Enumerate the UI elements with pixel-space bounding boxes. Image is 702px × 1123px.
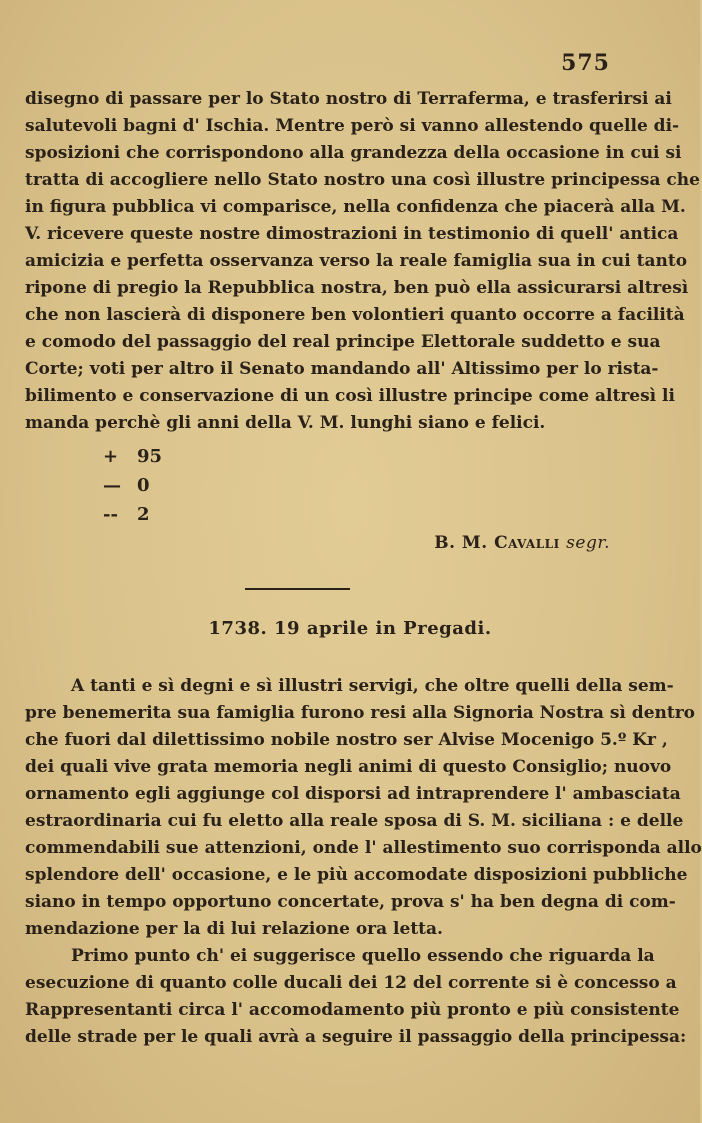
text-line: che non lascierà di disponere ben volontieri quanto occorre a facilità — [25, 305, 685, 325]
text-line: Rappresentanti circa l' accomodamento più pronto e più consistente — [25, 1000, 680, 1020]
signature-title: segr. — [566, 533, 610, 553]
text-line: disegno di passare per lo Stato nostro di Terraferma, e trasferirsi ai — [25, 89, 672, 109]
text-line: amicizia e perfetta osservanza verso la reale famiglia sua in cui tanto — [25, 251, 688, 271]
text-line: siano in tempo opportuno concertate, prova s' ha ben degna di com- — [25, 892, 676, 912]
vote-row-in-favor — [103, 442, 162, 471]
section-divider — [245, 588, 350, 590]
text-line: Corte; voti per altro il Senato mandando all' Altissimo per lo rista- — [25, 359, 659, 379]
text-line: in figura pubblica vi comparisce, nella confidenza che piacerà alla M. — [25, 197, 686, 217]
text-line: Primo punto ch' ei suggerisce quello essendo che riguarda la — [71, 946, 655, 966]
signature — [434, 533, 610, 553]
text-line: pre benemerita sua famiglia furono resi alla Signoria Nostra sì dentro — [25, 703, 696, 723]
text-line: splendore dell' occasione, e le più accomodate disposizioni pubbliche — [25, 865, 688, 885]
text-line: manda perchè gli anni della V. M. lunghi siano e felici. — [25, 413, 546, 433]
text-line: commendabili sue attenzioni, onde l' allestimento suo corrisponda allo — [25, 838, 702, 858]
text-line: tratta di accogliere nello Stato nostro una così illustre principessa che — [25, 170, 700, 190]
text-line: esecuzione di quanto colle ducali dei 12 del corrente si è concesso a — [25, 973, 677, 993]
text-line: A tanti e sì degni e sì illustri servigi, che oltre quelli della sem- — [71, 676, 674, 696]
signature-initials: B. M. — [434, 533, 488, 553]
paragraph-decree — [25, 673, 702, 1051]
vote-sign: -- — [103, 504, 118, 525]
text-line: mendazione per la di lui relazione ora letta. — [25, 919, 443, 939]
text-line: ripone di pregio la Repubblica nostra, ben può ella assicurarsi altresì — [25, 278, 689, 298]
text-line: bilimento e conservazione di un così illustre principe come altresì li — [25, 386, 675, 406]
signature-surname: Cavalli — [494, 533, 560, 553]
section-heading: 1738. 19 aprile in Pregadi. — [208, 618, 492, 639]
vote-row-abstain — [103, 500, 162, 529]
page-number: 575 — [561, 50, 610, 76]
paragraph-letter-closing — [25, 86, 700, 437]
text-line: sposizioni che corrispondono alla grandezza della occasione in cui si — [25, 143, 682, 163]
vote-tally — [103, 442, 162, 529]
text-line: salutevoli bagni d' Ischia. Mentre però si vanno allestendo quelle di- — [25, 116, 680, 136]
text-line: delle strade per le quali avrà a seguire il passaggio della principessa: — [25, 1027, 687, 1047]
vote-sign: + — [103, 446, 119, 467]
text-line: ornamento egli aggiunge col disporsi ad intraprendere l' ambasciata — [25, 784, 681, 804]
vote-row-against — [103, 471, 162, 500]
text-line: e comodo del passaggio del real principe Elettorale suddetto e sua — [25, 332, 661, 352]
vote-count: 95 — [137, 446, 163, 467]
vote-count: 0 — [137, 475, 150, 496]
text-line: dei quali vive grata memoria negli animi di questo Consiglio; nuovo — [25, 757, 672, 777]
text-line: estraordinaria cui fu eletto alla reale sposa di S. M. siciliana : e delle — [25, 811, 684, 831]
vote-sign: — — [103, 475, 121, 496]
text-line: che fuori dal dilettissimo nobile nostro ser Alvise Mocenigo 5.º Kr , — [25, 730, 668, 750]
vote-count: 2 — [137, 504, 150, 525]
text-line: V. ricevere queste nostre dimostrazioni in testimonio di quell' antica — [25, 224, 679, 244]
